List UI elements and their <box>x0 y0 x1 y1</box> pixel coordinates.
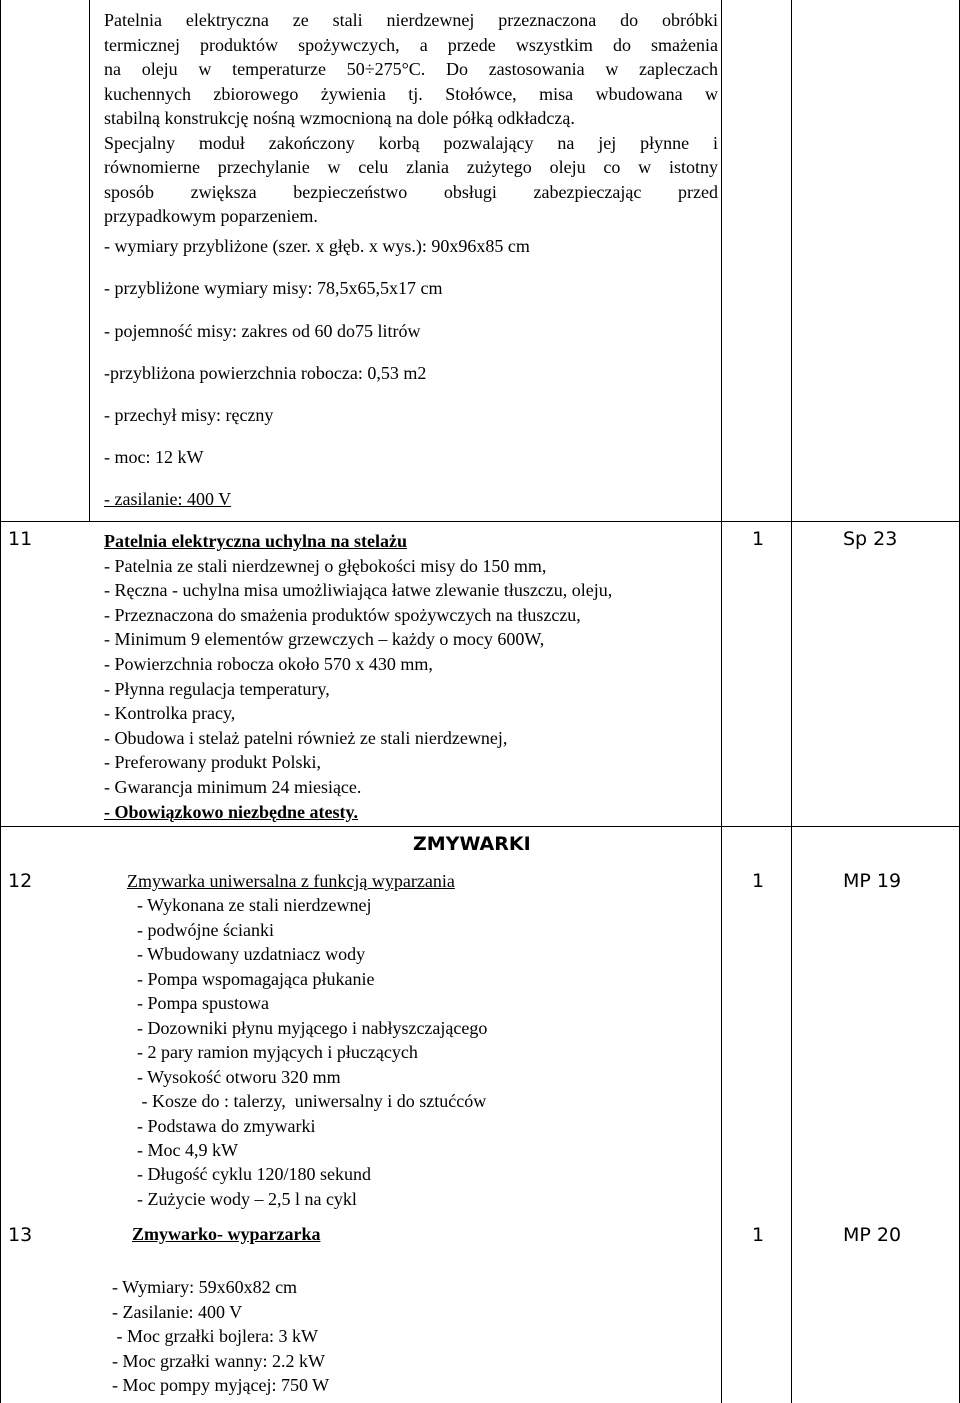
row-number: 12 <box>8 870 33 892</box>
list-item: - Przeznaczona do smażenia produktów spożywczych na tłuszczu, <box>104 604 581 625</box>
quantity: 1 <box>752 528 765 550</box>
list-item: - Zasilanie: 400 V <box>112 1301 243 1322</box>
spec-line: - pojemność misy: zakres od 60 do75 litrów <box>104 321 421 341</box>
list-item: - Wbudowany uzdatniacz wody <box>137 944 366 965</box>
list-item: - Zużycie wody – 2,5 l na cykl <box>137 1188 357 1209</box>
spec-line: -przybliżona powierzchnia robocza: 0,53 m2 <box>104 363 427 383</box>
list-item: - Ręczna - uchylna misa umożliwiająca łatwe zlewanie tłuszczu, oleju, <box>104 580 613 601</box>
list-item: - Moc pompy myjącej: 750 W <box>112 1375 330 1396</box>
quantity: 1 <box>752 870 765 892</box>
list-item: - podwójne ścianki <box>137 919 274 940</box>
paragraph-line: na oleju w temperaturze 50÷275°C. Do zastosowania w zapleczach <box>104 59 718 79</box>
table-border-col1 <box>89 0 90 521</box>
paragraph-line: termicznej produktów spożywczych, a przede wszystkim do smażenia <box>104 34 718 55</box>
section-heading: ZMYWARKI <box>413 833 531 855</box>
list-item: - Preferowany produkt Polski, <box>104 752 321 773</box>
list-item: - Obowiązkowo niezbędne atesty. <box>104 801 358 822</box>
spec-line: - moc: 12 kW <box>104 447 204 467</box>
list-item: - Minimum 9 elementów grzewczych – każdy o mocy 600W, <box>104 629 545 650</box>
paragraph-line: równomierne przechylanie w celu zlania zużytego oleju co w istotny <box>104 157 718 177</box>
list-item: - Podstawa do zmywarki <box>137 1115 316 1136</box>
paragraph-line: Specjalny moduł zakończony korbą pozwalający na jej płynne i <box>104 132 718 153</box>
list-item: - Wysokość otworu 320 mm <box>137 1066 341 1087</box>
item-code: MP 19 <box>843 870 902 892</box>
item-description <box>112 1275 329 1398</box>
list-item: - Pompa spustowa <box>137 993 269 1014</box>
spec-line: - wymiary przybliżone (szer. x głęb. x wys.): 90x96x85 cm <box>104 236 530 256</box>
paragraph-line: kuchennych zbiorowego żywienia tj. Stołówce, misa wbudowana w <box>104 83 718 104</box>
row-number: 11 <box>8 528 33 550</box>
list-item: - Powierzchnia robocza około 570 x 430 mm, <box>104 653 433 674</box>
quantity: 1 <box>752 1224 765 1246</box>
description-paragraph <box>104 8 718 229</box>
list-item: - Dozowniki płynu myjącego i nabłyszczającego <box>137 1017 488 1038</box>
row-divider-top <box>0 521 960 522</box>
row-divider-11 <box>0 826 960 827</box>
paragraph-line: stabilną konstrukcję nośną wzmocnioną na dole półką odkładczą. <box>104 108 575 128</box>
list-item: - Obudowa i stelaż patelni również ze stali nierdzewnej, <box>104 727 508 748</box>
spec-line: - przechył misy: ręczny <box>104 405 274 425</box>
item-description <box>126 869 487 1211</box>
list-item: - Moc grzałki wanny: 2.2 kW <box>112 1350 325 1371</box>
spec-line: - przybliżone wymiary misy: 78,5x65,5x17 cm <box>104 278 443 298</box>
list-item: - Pompa wspomagająca płukanie <box>137 968 375 989</box>
item-code: MP 20 <box>843 1224 902 1246</box>
paragraph-line: przypadkowym poparzeniem. <box>104 206 318 226</box>
item-description <box>104 529 612 824</box>
list-item: - Wykonana ze stali nierdzewnej <box>137 895 372 916</box>
table-border-col2 <box>721 0 722 1403</box>
list-item: - Moc 4,9 kW <box>137 1139 238 1160</box>
list-item: - Długość cyklu 120/180 sekund <box>137 1164 371 1185</box>
item-title: Zmywarko- wyparzarka <box>132 1224 321 1244</box>
item-title: Patelnia elektryczna uchylna na stelażu <box>104 531 407 551</box>
list-item: - 2 pary ramion myjących i płuczących <box>137 1042 418 1063</box>
list-item: - Kontrolka pracy, <box>104 703 236 724</box>
list-item: - Moc grzałki bojlera: 3 kW <box>112 1326 318 1347</box>
list-item: - Wymiary: 59x60x82 cm <box>112 1277 298 1297</box>
list-item: - Płynna regulacja temperatury, <box>104 678 330 699</box>
item-title: Zmywarka uniwersalna z funkcją wyparzania <box>127 871 455 891</box>
item-code: Sp 23 <box>843 528 898 550</box>
table-border-left <box>0 0 1 1403</box>
table-border-col3 <box>791 0 792 1403</box>
list-item: - Patelnia ze stali nierdzewnej o głębokości misy do 150 mm, <box>104 555 547 576</box>
paragraph-line: sposób zwiększa bezpieczeństwo obsługi zabezpieczając przed <box>104 181 718 202</box>
paragraph-line: Patelnia elektryczna ze stali nierdzewnej przeznaczona do obróbki <box>104 10 718 30</box>
list-item: - Kosze do : talerzy, uniwersalny i do sztućców <box>137 1091 487 1112</box>
spec-line: - zasilanie: 400 V <box>104 489 232 509</box>
list-item: - Gwarancja minimum 24 miesiące. <box>104 776 362 797</box>
row-number: 13 <box>8 1224 33 1246</box>
